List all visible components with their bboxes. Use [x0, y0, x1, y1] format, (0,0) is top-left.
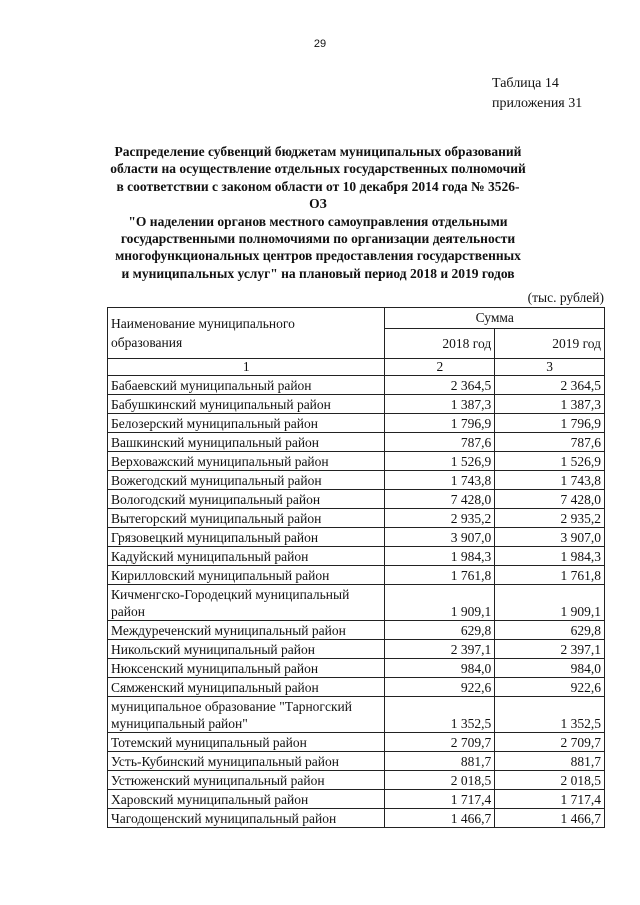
value-2019: 787,6	[495, 433, 605, 452]
table-body	[108, 376, 605, 828]
value-2018: 1 717,4	[385, 790, 495, 809]
units-label: (тыс. рублей)	[527, 290, 604, 305]
value-2019: 7 428,0	[495, 490, 605, 509]
title-line: в соответствии с законом области от 10 декабря 2014 года № 3526-ОЗ	[116, 178, 520, 212]
subvention-table	[107, 307, 605, 828]
district-name: Кирилловский муниципальный район	[108, 566, 385, 585]
header-name	[108, 308, 385, 359]
value-2019: 1 387,3	[495, 395, 605, 414]
value-2018: 1 796,9	[385, 414, 495, 433]
district-name: Харовский муниципальный район	[108, 790, 385, 809]
value-2019: 1 466,7	[495, 809, 605, 828]
district-name: Никольский муниципальный район	[108, 640, 385, 659]
value-2018: 629,8	[385, 621, 495, 640]
table-row	[108, 697, 605, 733]
value-2019: 1 352,5	[495, 697, 605, 733]
title-line: многофункциональных центров предоставления государственных	[115, 248, 521, 264]
value-2019: 1 717,4	[495, 790, 605, 809]
table-row	[108, 414, 605, 433]
table-row	[108, 585, 605, 621]
table-row	[108, 547, 605, 566]
table-row	[108, 678, 605, 697]
table-row	[108, 640, 605, 659]
value-2019: 1 909,1	[495, 585, 605, 621]
table-row	[108, 752, 605, 771]
table-row	[108, 659, 605, 678]
table-row	[108, 376, 605, 395]
header-name-line1: Наименование муниципального	[111, 316, 295, 331]
value-2019: 2 018,5	[495, 771, 605, 790]
header-name-line2: образования	[111, 335, 183, 350]
value-2019: 984,0	[495, 659, 605, 678]
table-row	[108, 809, 605, 828]
value-2018: 1 743,8	[385, 471, 495, 490]
table-row	[108, 771, 605, 790]
value-2018: 787,6	[385, 433, 495, 452]
column-index-2: 2	[385, 359, 495, 376]
column-index-3: 3	[495, 359, 605, 376]
table-row	[108, 566, 605, 585]
title-line: области на осуществление отдельных государственных полномочий	[110, 161, 526, 177]
value-2018: 922,6	[385, 678, 495, 697]
header-year-2019: 2019 год	[495, 329, 605, 359]
district-name: Вашкинский муниципальный район	[108, 433, 385, 452]
value-2019: 881,7	[495, 752, 605, 771]
table-row	[108, 528, 605, 547]
table-row	[108, 509, 605, 528]
table-row	[108, 621, 605, 640]
value-2018: 1 387,3	[385, 395, 495, 414]
value-2018: 1 909,1	[385, 585, 495, 621]
title-line: и муниципальных услуг" на плановый период 2018 и 2019 годов	[121, 265, 515, 281]
value-2019: 629,8	[495, 621, 605, 640]
value-2018: 7 428,0	[385, 490, 495, 509]
district-name: Тотемский муниципальный район	[108, 733, 385, 752]
district-name: Кадуйский муниципальный район	[108, 547, 385, 566]
value-2018: 2 018,5	[385, 771, 495, 790]
table-row	[108, 790, 605, 809]
title-line: Распределение субвенций бюджетам муниципальных образований	[114, 144, 522, 159]
page-number: 29	[313, 38, 327, 50]
value-2019: 1 526,9	[495, 452, 605, 471]
value-2018: 881,7	[385, 752, 495, 771]
value-2019: 2 397,1	[495, 640, 605, 659]
value-2018: 2 364,5	[385, 376, 495, 395]
district-name: Чагодощенский муниципальный район	[108, 809, 385, 828]
value-2018: 1 466,7	[385, 809, 495, 828]
document-title	[108, 143, 528, 282]
district-name: Вытегорский муниципальный район	[108, 509, 385, 528]
value-2018: 1 352,5	[385, 697, 495, 733]
value-2018: 2 397,1	[385, 640, 495, 659]
appendix-label	[492, 74, 582, 114]
table-row	[108, 395, 605, 414]
value-2019: 922,6	[495, 678, 605, 697]
value-2019: 3 907,0	[495, 528, 605, 547]
district-name: Бабушкинский муниципальный район	[108, 395, 385, 414]
value-2019: 1 743,8	[495, 471, 605, 490]
district-name: муниципальное образование "Тарногский муниципальный район"	[108, 697, 385, 733]
value-2019: 1 761,8	[495, 566, 605, 585]
district-name: Белозерский муниципальный район	[108, 414, 385, 433]
value-2019: 2 935,2	[495, 509, 605, 528]
table-row	[108, 490, 605, 509]
district-name: Устюженский муниципальный район	[108, 771, 385, 790]
district-name: Нюксенский муниципальный район	[108, 659, 385, 678]
district-name: Грязовецкий муниципальный район	[108, 528, 385, 547]
table-row	[108, 433, 605, 452]
value-2018: 2 709,7	[385, 733, 495, 752]
value-2018: 1 984,3	[385, 547, 495, 566]
district-name: Вологодский муниципальный район	[108, 490, 385, 509]
district-name: Усть-Кубинский муниципальный район	[108, 752, 385, 771]
table-row	[108, 733, 605, 752]
value-2019: 1 984,3	[495, 547, 605, 566]
table-row	[108, 452, 605, 471]
district-name: Сямженский муниципальный район	[108, 678, 385, 697]
district-name: Вожегодский муниципальный район	[108, 471, 385, 490]
appendix-table-number: Таблица 14	[492, 76, 559, 91]
table-row	[108, 471, 605, 490]
value-2019: 1 796,9	[495, 414, 605, 433]
value-2018: 1 761,8	[385, 566, 495, 585]
district-name: Междуреченский муниципальный район	[108, 621, 385, 640]
value-2018: 984,0	[385, 659, 495, 678]
value-2018: 3 907,0	[385, 528, 495, 547]
title-line: государственными полномочиями по организации деятельности	[120, 231, 516, 247]
value-2018: 2 935,2	[385, 509, 495, 528]
district-name: Бабаевский муниципальный район	[108, 376, 385, 395]
column-index-1: 1	[108, 359, 385, 376]
appendix-attachment: приложения 31	[492, 96, 583, 111]
value-2018: 1 526,9	[385, 452, 495, 471]
value-2019: 2 709,7	[495, 733, 605, 752]
header-sum: Сумма	[385, 308, 605, 329]
header-year-2018: 2018 год	[385, 329, 495, 359]
title-line: "О наделении органов местного самоуправления отдельными	[128, 213, 508, 229]
district-name: Верховажский муниципальный район	[108, 452, 385, 471]
district-name: Кичменгско-Городецкий муниципальный район	[108, 585, 385, 621]
value-2019: 2 364,5	[495, 376, 605, 395]
